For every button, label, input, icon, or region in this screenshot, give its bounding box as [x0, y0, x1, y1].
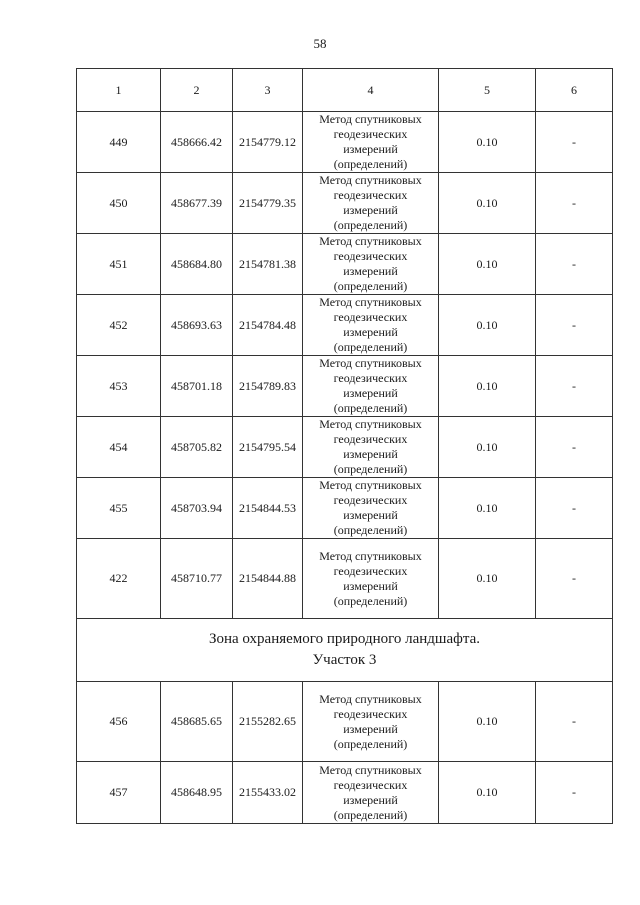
table-row	[77, 234, 613, 295]
method-line: измерений	[343, 325, 398, 339]
method-line: геодезических	[333, 493, 408, 507]
y-coordinate-cell: 2154779.35	[233, 173, 303, 234]
method-cell	[303, 295, 439, 356]
method-cell	[303, 682, 439, 762]
x-coordinate-cell: 458705.82	[161, 417, 233, 478]
x-coordinate-cell: 458648.95	[161, 762, 233, 824]
method-line: Метод спутниковых	[319, 762, 422, 777]
method-line: измерений	[343, 508, 398, 522]
method-line: геодезических	[333, 249, 408, 263]
y-coordinate-cell: 2154844.53	[233, 478, 303, 539]
method-line: измерений	[343, 386, 398, 400]
note-cell: -	[536, 417, 613, 478]
method-line: Метод спутниковых	[319, 295, 422, 309]
column-header: 1	[77, 69, 161, 112]
method-line: измерений	[343, 142, 398, 156]
method-line: (определений)	[333, 593, 408, 608]
point-number-cell: 454	[77, 417, 161, 478]
accuracy-cell: 0.10	[439, 173, 536, 234]
section-row	[77, 619, 613, 682]
x-coordinate-cell: 458685.65	[161, 682, 233, 762]
point-number-cell: 455	[77, 478, 161, 539]
method-cell	[303, 478, 439, 539]
x-coordinate-cell: 458666.42	[161, 112, 233, 173]
x-coordinate-cell: 458677.39	[161, 173, 233, 234]
point-number-cell: 451	[77, 234, 161, 295]
method-line: Метод спутниковых	[319, 548, 422, 563]
table-row	[77, 173, 613, 234]
note-cell: -	[536, 762, 613, 824]
method-line: геодезических	[333, 777, 408, 792]
table-row	[77, 682, 613, 762]
method-line: (определений)	[333, 340, 408, 354]
method-line: геодезических	[333, 188, 408, 202]
method-line: (определений)	[333, 523, 408, 537]
method-line: геодезических	[333, 563, 408, 578]
y-coordinate-cell: 2154844.88	[233, 539, 303, 619]
table-row	[77, 762, 613, 824]
point-number-cell: 450	[77, 173, 161, 234]
method-line: геодезических	[333, 371, 408, 385]
note-cell: -	[536, 234, 613, 295]
accuracy-cell: 0.10	[439, 234, 536, 295]
table-row	[77, 539, 613, 619]
note-cell: -	[536, 112, 613, 173]
y-coordinate-cell: 2154779.12	[233, 112, 303, 173]
x-coordinate-cell: 458701.18	[161, 356, 233, 417]
method-cell	[303, 173, 439, 234]
accuracy-cell: 0.10	[439, 762, 536, 824]
section-title	[77, 619, 613, 682]
note-cell: -	[536, 356, 613, 417]
method-line: (определений)	[333, 807, 408, 822]
point-number-cell: 452	[77, 295, 161, 356]
x-coordinate-cell: 458684.80	[161, 234, 233, 295]
x-coordinate-cell: 458693.63	[161, 295, 233, 356]
y-coordinate-cell: 2154781.38	[233, 234, 303, 295]
point-number-cell: 449	[77, 112, 161, 173]
method-line: Метод спутниковых	[319, 173, 422, 187]
table-row	[77, 417, 613, 478]
method-line: (определений)	[333, 157, 408, 171]
coordinates-table	[76, 68, 613, 824]
method-cell	[303, 762, 439, 824]
method-line: (определений)	[333, 218, 408, 232]
method-line: (определений)	[333, 279, 408, 293]
section-title-line: Зона охраняемого природного ландшафта.	[208, 631, 481, 647]
accuracy-cell: 0.10	[439, 356, 536, 417]
table-row	[77, 112, 613, 173]
method-line: измерений	[343, 578, 398, 593]
y-coordinate-cell: 2155433.02	[233, 762, 303, 824]
method-cell	[303, 234, 439, 295]
method-line: Метод спутниковых	[319, 478, 422, 492]
note-cell: -	[536, 478, 613, 539]
method-line: измерений	[343, 203, 398, 217]
x-coordinate-cell: 458710.77	[161, 539, 233, 619]
column-header: 3	[233, 69, 303, 112]
method-cell	[303, 356, 439, 417]
y-coordinate-cell: 2154795.54	[233, 417, 303, 478]
point-number-cell: 456	[77, 682, 161, 762]
method-line: измерений	[343, 721, 398, 736]
method-line: геодезических	[333, 706, 408, 721]
accuracy-cell: 0.10	[439, 295, 536, 356]
accuracy-cell: 0.10	[439, 478, 536, 539]
method-line: Метод спутниковых	[319, 417, 422, 431]
column-header: 2	[161, 69, 233, 112]
method-line: геодезических	[333, 127, 408, 141]
method-cell	[303, 112, 439, 173]
column-header: 6	[536, 69, 613, 112]
method-line: Метод спутниковых	[319, 691, 422, 706]
method-line: Метод спутниковых	[319, 356, 422, 370]
x-coordinate-cell: 458703.94	[161, 478, 233, 539]
column-header: 4	[303, 69, 439, 112]
table-row	[77, 478, 613, 539]
table-row	[77, 356, 613, 417]
method-line: (определений)	[333, 401, 408, 415]
point-number-cell: 457	[77, 762, 161, 824]
point-number-cell: 422	[77, 539, 161, 619]
method-cell	[303, 539, 439, 619]
accuracy-cell: 0.10	[439, 112, 536, 173]
method-line: (определений)	[333, 462, 408, 476]
note-cell: -	[536, 295, 613, 356]
method-line: (определений)	[333, 736, 408, 751]
accuracy-cell: 0.10	[439, 539, 536, 619]
y-coordinate-cell: 2154784.48	[233, 295, 303, 356]
column-header: 5	[439, 69, 536, 112]
method-line: измерений	[343, 792, 398, 807]
page-number: 58	[313, 36, 327, 51]
note-cell: -	[536, 173, 613, 234]
point-number-cell: 453	[77, 356, 161, 417]
section-title-line: Участок 3	[312, 652, 377, 668]
accuracy-cell: 0.10	[439, 682, 536, 762]
method-cell	[303, 417, 439, 478]
note-cell: -	[536, 539, 613, 619]
method-line: геодезических	[333, 310, 408, 324]
y-coordinate-cell: 2155282.65	[233, 682, 303, 762]
note-cell: -	[536, 682, 613, 762]
method-line: Метод спутниковых	[319, 234, 422, 248]
method-line: Метод спутниковых	[319, 112, 422, 126]
table-header-row	[77, 69, 613, 112]
method-line: измерений	[343, 264, 398, 278]
method-line: измерений	[343, 447, 398, 461]
table-row	[77, 295, 613, 356]
y-coordinate-cell: 2154789.83	[233, 356, 303, 417]
accuracy-cell: 0.10	[439, 417, 536, 478]
method-line: геодезических	[333, 432, 408, 446]
